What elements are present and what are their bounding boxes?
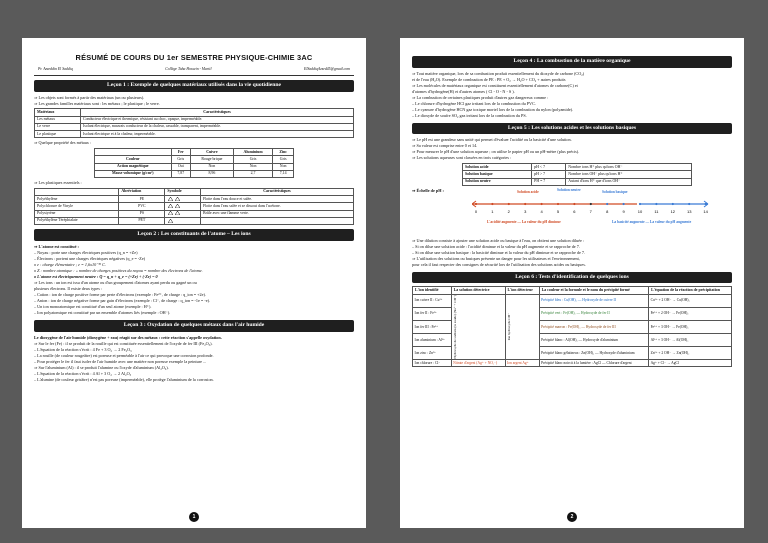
text-line: ⇒ Une dilution consiste à ajouter une solution acide ou basique à l'eau, on obtient une solution diluée : xyxy=(412,237,585,243)
lesson-6-header: Leçon 6 : Tests d'identification de quelques ions xyxy=(412,272,732,284)
table-cell: Polystyrène xyxy=(35,210,119,217)
ph-tick-label: 14 xyxy=(703,208,708,214)
table-cell: Non xyxy=(233,163,272,170)
table-cell: Polyéthylène xyxy=(35,196,119,203)
acid-label: Solution acide xyxy=(517,189,539,194)
table-row xyxy=(35,203,354,210)
table-cell: Action magnétique xyxy=(95,163,172,170)
ph-tick-label: 12 xyxy=(670,208,676,214)
table-cell: Masse volumique (g/cm³) xyxy=(95,170,172,177)
ph-tick-label: 6 xyxy=(573,208,576,214)
table-cell: Les métaux xyxy=(35,116,81,123)
ph-tick-mark xyxy=(606,203,608,205)
table-header: L'ion identifié xyxy=(413,287,452,294)
table-cell: Polychlorure de Vinyle xyxy=(35,203,119,210)
plastics-table xyxy=(34,188,354,225)
ph-tick-mark xyxy=(524,203,526,205)
table-header: Caractéristiques xyxy=(81,109,354,116)
ph-table xyxy=(462,163,692,186)
ph-tick-mark xyxy=(655,203,657,205)
table-cell: Rouge brique xyxy=(190,156,233,163)
ph-tick-label: 8 xyxy=(606,208,609,214)
table-cell: Précipité blanc : Al(OH)₃ — Hydroxyde d'aluminium xyxy=(539,334,648,347)
table-header: Abréviation xyxy=(119,188,165,195)
table-header: La solution détectrice xyxy=(451,287,505,294)
table-row xyxy=(35,217,354,224)
ph-tick-mark xyxy=(590,203,592,205)
table-cell: Ion fer III : Fe³⁺ xyxy=(413,320,452,333)
table-cell: Nombre ions OH⁻ plus qu'ions H⁺ xyxy=(566,171,692,178)
table-cell: Ion chlorure : Cl⁻ xyxy=(413,360,452,367)
table-cell: Isolant électrique, mauvais conducteur de la chaleur, cassable, transparent, imperméable. xyxy=(81,123,354,130)
table-row xyxy=(35,131,354,138)
text-line: – Ion polyatomique est constitué par un ensemble d'atomes liés (exemple : OH⁻). xyxy=(34,310,171,316)
table-cell: Gris xyxy=(233,156,272,163)
text-line: ⇒ L'atome est constitué : xyxy=(34,243,79,249)
table-header: Aluminium xyxy=(233,149,272,156)
table-header: Cuivre xyxy=(190,149,233,156)
recycle-icon xyxy=(165,210,201,217)
lesson-2-header: Leçon 2 : Les constituants de l'atome – Les ions xyxy=(34,229,354,241)
ph-tick-mark xyxy=(639,203,641,205)
text-line: – Pour protéger le fer il faut isoler de l'air humide avec une matière non poreuse exemple la peinture ... xyxy=(34,358,207,364)
text-line: – Le chlorure d'hydrogène HCl gaz irritant lors de la combustion du PVC. xyxy=(412,100,536,106)
table-cell: Non xyxy=(273,163,294,170)
text-line: – Le cyanure d'hydrogène HCN gaz toxique mortel lors de la combustion du nylon (polyamide). xyxy=(412,106,574,112)
table-header: Caractéristiques xyxy=(200,188,353,195)
table-cell: Fe²⁺ + 2 OH⁻ → Fe(OH)₂ xyxy=(649,307,732,320)
table-cell: Brûle avec une flamme verte. xyxy=(200,210,353,217)
table-cell: Précipité blanc noircit à la lumière : AgCl — Chlorure d'argent xyxy=(539,360,648,367)
table-cell: Nitrate d'argent (Ag⁺ + NO₃⁻) xyxy=(451,360,505,367)
table-row xyxy=(95,156,294,163)
table-row xyxy=(95,170,294,177)
table-cell: Zn²⁺ + 2 OH⁻ → Zn(OH)₂ xyxy=(649,347,732,360)
table-cell: Solution basique xyxy=(463,171,532,178)
recycle-icon xyxy=(165,196,201,203)
table-cell: pH < 7 xyxy=(532,164,566,171)
text-line: ⇒ Les molécules de matériaux organique est constituent essentiellement d'atomes de carbone(C) et xyxy=(412,82,578,88)
text-line: plusieurs électrons. Il existe deux types : xyxy=(34,286,103,292)
ph-tick-label: 11 xyxy=(654,208,659,214)
table-cell xyxy=(200,217,353,224)
basic-label: Solution basique xyxy=(602,189,628,194)
recycle-icon xyxy=(165,217,201,224)
text-line: – L'équation de la réaction s'écrit : 4 Fe + 3 O₂ → 2 Fe₂O₃ xyxy=(34,346,132,352)
table-cell: Isolant électrique et à la chaleur, imperméable. xyxy=(81,131,354,138)
ph-tick-label: 9 xyxy=(622,208,625,214)
neutral-label: Solution neutre xyxy=(557,187,581,192)
table-row xyxy=(463,171,692,178)
ph-tick-label: 0 xyxy=(474,208,478,214)
table-row xyxy=(463,164,692,171)
prof-name: Pr. Azzeddin El Saddiq xyxy=(38,66,73,71)
ph-tick-label: 2 xyxy=(507,208,510,214)
lesson-3-header: Leçon 3 : Oxydation de quelques métaux dans l'air humide xyxy=(34,320,354,332)
table-cell: PH = 7 xyxy=(532,178,566,185)
text-line: – Un ion monoatomique est constitué d'un seul atome (exemple : H⁺). xyxy=(34,304,152,310)
table-cell: Polyéthylène Téréphtalate xyxy=(35,217,119,224)
table-cell: Précipité blanc gélatineux : Zn(OH)₂ — Hydroxyde d'aluminium xyxy=(539,347,648,360)
table-cell: Précipité marron : Fe(OH)₃ — Hydroxyde de fer III xyxy=(539,320,648,333)
lesson-1-header: Leçon 1 : Exemple de quelques matériaux utilisés dans la vie quotidienne xyxy=(34,80,354,92)
table-cell: Précipité vert : Fe(OH)₂ — Hydroxyde de fer II xyxy=(539,307,648,320)
table-cell: 2,7 xyxy=(233,170,272,177)
table-row xyxy=(463,178,692,185)
table-header: L'équation de la réaction de précipitation xyxy=(649,287,732,294)
lesson-3-body xyxy=(34,335,354,383)
table-cell: Nombre ions H⁺ plus qu'ions OH⁻ xyxy=(566,164,692,171)
ph-tick-mark xyxy=(705,203,707,205)
oh-cell xyxy=(505,294,539,360)
text-line: – Si on dilue une solution basique : la basicité diminue et la valeur du pH diminue et se rapproche de 7. xyxy=(412,249,586,255)
document-title: RÉSUMÉ DE COURS DU 1er SEMESTRE PHYSIQUE-CHIMIE 3AC xyxy=(75,53,313,62)
table-row xyxy=(95,163,294,170)
text-line: – Électrons : portent une charges électriques négatives (q_e = -Ze) xyxy=(34,255,146,261)
basic-note: La basicité augmente — La valeur du pH augmente xyxy=(612,219,692,224)
table-row xyxy=(35,116,354,123)
text-line: ⇒ Tout matière organique, lors de sa combustion produit essentiellement du dioxyde de carbone (CO₂) xyxy=(412,70,585,76)
table-cell: Ag⁺ + Cl⁻ → AgCl xyxy=(649,360,732,367)
table-cell: Ion hydroxyde OH⁻ xyxy=(507,313,512,341)
table-cell: Cu²⁺ + 2 OH⁻ → Cu(OH)₂ xyxy=(649,294,732,307)
table-header xyxy=(35,188,119,195)
page-number: 2 xyxy=(567,512,577,522)
ph-tick-mark xyxy=(491,203,493,205)
table-row xyxy=(35,123,354,130)
table-row xyxy=(35,210,354,217)
text-line: pour cela il faut respecter des consignes de sécurité lors de l'utilisation des solutions acides ou basiques. xyxy=(412,262,586,268)
text-line: ⇒ Les grandes familles matériaux sont : les métaux ; le plastique ; le verre. xyxy=(34,100,160,106)
text-line: ⇒ Le pH est une grandeur sans unité qui permet d'évaluer l'acidité ou la basicité d'une solution. xyxy=(412,137,572,143)
text-line: o L'atome est électriquement neutre : Q = q_n + q_e = (+Ze) + (-Ze) = 0 xyxy=(34,274,158,280)
table-cell: Flotte dans l'eau salée et se dissout dans l'acétone. xyxy=(200,203,353,210)
table-cell: Ion aluminium : Al³⁺ xyxy=(413,334,452,347)
text-line: ⇒ Quelque propriété des métaux : xyxy=(34,140,92,146)
lesson-2-body xyxy=(34,244,354,316)
text-line: ⇒ Pour mesurer le pH d'une solution aqueuse ; on utilise le papier pH ou un pH-mètre (plus précis). xyxy=(412,149,580,155)
text-line: ⇒ Les solutions aqueuses sont classées en trois catégories : xyxy=(412,155,512,161)
table-row xyxy=(413,294,732,307)
text-line: et de l'eau (H₂O). Exemple de combustion de PE : PE + O₂ → H₂O + CO₂ + autres produits xyxy=(412,76,566,82)
table-row xyxy=(35,196,354,203)
page-2 xyxy=(400,38,744,528)
text-line: – L'alumine (de couleur grisâtre) n'est pas poreuse (imperméable), elle protège l'aluminium de la corrosion. xyxy=(34,377,214,383)
ph-tick-mark xyxy=(573,203,575,205)
table-row xyxy=(413,360,732,367)
ph-tick-mark xyxy=(672,203,674,205)
table-cell: Ion fer II : Fe²⁺ xyxy=(413,307,452,320)
ph-tick-mark xyxy=(688,203,690,205)
table-cell: Fe³⁺ + 3 OH⁻ → Fe(OH)₃ xyxy=(649,320,732,333)
recycle-icon xyxy=(165,203,201,210)
ph-tick-label: 3 xyxy=(524,208,527,214)
acid-note: L'acidité augmente — La valeur du pH diminue xyxy=(487,219,561,224)
email[interactable]: ElSaddiqAzzed45@gmail.com xyxy=(304,66,350,71)
text-line: – L'équation de la réaction s'écrit : 4 Al + 3 O₂ → 2 Al₂O₃ xyxy=(34,371,132,377)
school-name: Collège Taha Hossein - Martil xyxy=(165,66,212,71)
ph-tick-mark xyxy=(541,203,543,205)
table-header: La couleur et la formule et le nom du précipité formé xyxy=(539,287,648,294)
table-cell: Flotte dans l'eau douce et salée. xyxy=(200,196,353,203)
ion-tests-table xyxy=(412,286,732,367)
ph-tick-label: 5 xyxy=(556,208,560,214)
text-line: ⇒ L'utilisation des solutions ou basiques présente un danger pour les utilisateurs et l'environnement, xyxy=(412,256,580,262)
table-header: Fer xyxy=(171,149,190,156)
table-cell: PVC xyxy=(119,203,165,210)
table-cell: Ion cuivre II : Cu²⁺ xyxy=(413,294,452,307)
text-line: o Z : nombre atomique : « nombre de charges positives du noyau = nombre des électrons de l'atome. xyxy=(34,267,203,273)
table-cell: Solution neutre xyxy=(463,178,532,185)
text-line: – Si on dilue une solution acide : l'acidité diminue et la valeur du pH augmente et se rapproche de 7. xyxy=(412,243,580,249)
ph-tick-label: 1 xyxy=(491,208,494,214)
table-cell: pH > 7 xyxy=(532,171,566,178)
ph-scale xyxy=(412,188,732,234)
table-cell: Non xyxy=(190,163,233,170)
text-line: ⇒ Les ions : un ion est issu d'un atome ou d'un groupement d'atomes ayant perdu ou gagné un ou xyxy=(34,280,197,286)
table-cell: PS xyxy=(119,210,165,217)
table-cell: Autant d'ions H⁺ que d'ions OH⁻ xyxy=(566,178,692,185)
table-cell: PE xyxy=(119,196,165,203)
ph-tick-label: 10 xyxy=(637,208,643,214)
metals-table xyxy=(94,148,294,178)
text-line: o e : charge élémentaire ; e = 1,6x10⁻¹⁹ C. xyxy=(34,261,106,267)
materials-table xyxy=(34,108,354,138)
ph-tick-mark xyxy=(557,203,559,205)
text-line: ⇒ Sur l'aluminium (Al) : il se produit l'alumine ou l'oxyde d'aluminium (Al₂O₃). xyxy=(34,364,169,370)
table-cell: Gris xyxy=(273,156,294,163)
text-line: – Anion : ion de charge négative forme par gain d'électrons (exemple : Cl⁻, de charge : q_ion = -1e = -e). xyxy=(34,298,211,304)
table-cell: Solution acide xyxy=(463,164,532,171)
page-1 xyxy=(22,38,366,528)
table-header: L'ion détecteur xyxy=(505,287,539,294)
table-cell: Oui xyxy=(171,163,190,170)
text-line: – Noyau : porte une charges électriques positives (q_n = +Ze) xyxy=(34,249,138,255)
text-line: ⇒ Sur le fer (Fe) : il se produit de la rouille qui est constituée essentiellement de l'oxyde de fer III (Fe₂O₃). xyxy=(34,340,213,346)
table-cell: Le verre xyxy=(35,123,81,130)
page-number: 1 xyxy=(189,512,199,522)
table-header: Symbole xyxy=(165,188,201,195)
table-cell: 8,96 xyxy=(190,170,233,177)
table-cell: Couleur xyxy=(95,156,172,163)
table-cell: 7,14 xyxy=(273,170,294,177)
table-cell: Précipité bleu : Cu(OH)₂ — Hydroxyde de cuivre II xyxy=(539,294,648,307)
lesson-5-header: Leçon 5 : Les solutions acides et les solutions basiques xyxy=(412,123,732,135)
table-header xyxy=(95,149,172,156)
table-cell: Le plastique xyxy=(35,131,81,138)
table-cell: Hydroxyde de sodium (la soude) (Na⁺ + OH⁻) xyxy=(453,295,458,359)
text-line: – Le dioxyde de soufre SO₂ gaz irritant lors de la combustion du PS. xyxy=(412,112,527,118)
text-line: ⇒ La combustion de certaines plastiques produit d'autres gaz dangereux comme : xyxy=(412,94,549,100)
text-line: ⇒ Les plastiques essentiels : xyxy=(34,180,82,186)
text-line: d'atomes d'hydrogène(H) et d'autres atomes ( Cl - O - N - S ). xyxy=(412,88,515,94)
table-cell: Conducteur électrique et thermique, résistant au choc, opaque, imperméable. xyxy=(81,116,354,123)
text-line: – Cation : ion de charge positive forme par perte d'électrons (exemple : Fe²⁺, de charge : q_ion = +2e). xyxy=(34,292,206,298)
table-cell: Ion zinc : Zn²⁺ xyxy=(413,347,452,360)
text-line: ⇒ Sa valeur est comprise entre 0 et 14. xyxy=(412,143,478,149)
ph-tick-label: 13 xyxy=(686,208,692,214)
lesson-4-body xyxy=(412,71,732,119)
table-header: Matériaux xyxy=(35,109,81,116)
text-line: ⇒ Échelle de pH : xyxy=(412,188,444,194)
lesson-4-header: Leçon 4 : La combustion de la matière organique xyxy=(412,56,732,68)
text-line: Le dioxygène de l'air humide (dioxygène + eau) réagit sur des métaux : cette réaction s'appelle oxydation. xyxy=(34,334,222,340)
table-header: Zinc xyxy=(273,149,294,156)
text-line: ⇒ Les objets sont formés à partir des matériaux (un ou plusieurs). xyxy=(34,94,145,100)
table-cell: Gris xyxy=(171,156,190,163)
ph-scale-bar xyxy=(472,196,712,216)
text-line: – La rouille (de couleur rougeâtre) est poreuse et perméable à l'air ce qui provoque une corrosion profonde. xyxy=(34,352,214,358)
ph-tick-mark xyxy=(475,203,477,205)
author-line xyxy=(34,65,354,76)
ph-tick-mark xyxy=(508,203,510,205)
table-cell: PET xyxy=(119,217,165,224)
soude-cell xyxy=(451,294,505,360)
table-cell: Ion argent Ag⁺ xyxy=(505,360,539,367)
table-cell: Al³⁺ + 3 OH⁻ → Al(OH)₃ xyxy=(649,334,732,347)
ph-tick-label: 4 xyxy=(540,208,543,214)
ph-tick-mark xyxy=(623,203,625,205)
ph-tick-label: 7 xyxy=(589,208,592,214)
table-cell: 7,87 xyxy=(171,170,190,177)
